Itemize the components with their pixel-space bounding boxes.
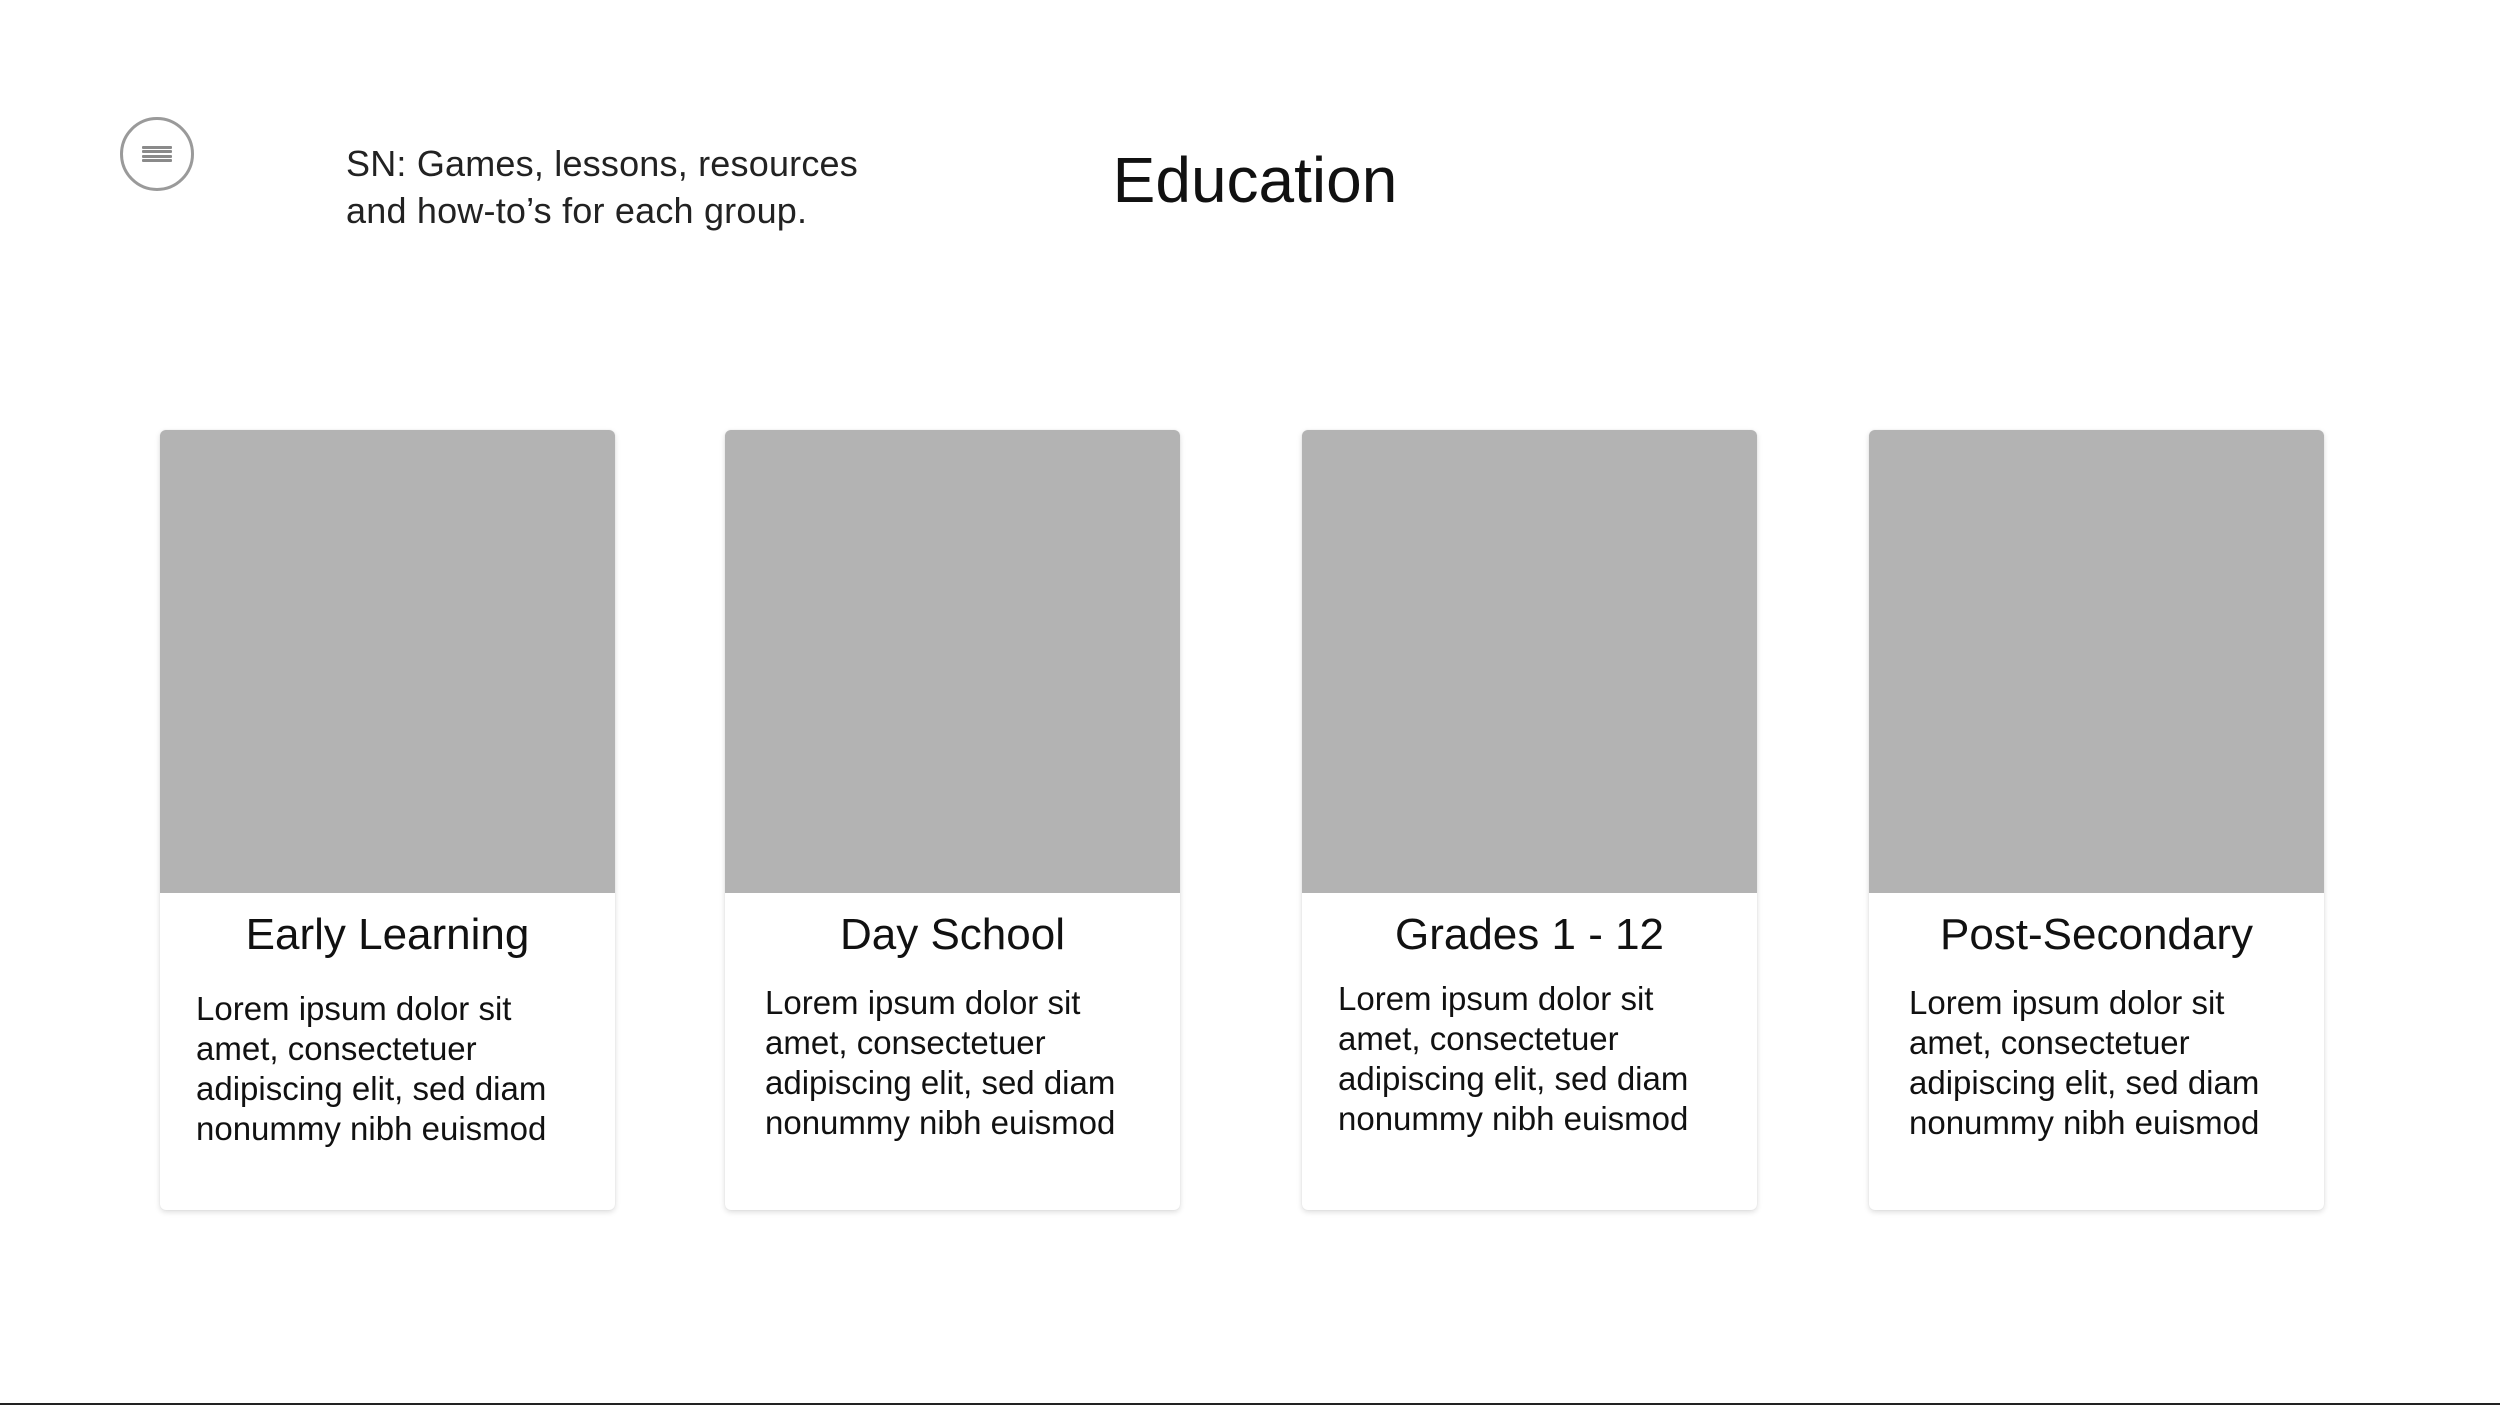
card-description-line: nonummy nibh euismod: [1338, 1100, 1689, 1137]
card-description-line: nonummy nibh euismod: [765, 1104, 1116, 1141]
card-title: Post-Secondary: [1939, 910, 2254, 959]
card-grid: [0, 430, 2500, 1210]
card-description: [1909, 983, 2309, 1143]
card-description: [196, 989, 596, 1149]
card-title: Grades 1 - 12: [1394, 910, 1665, 959]
card-image-placeholder: [725, 430, 1180, 893]
card-description-line: amet, consectetuer: [1909, 1024, 2190, 1061]
card-image-placeholder: [160, 430, 615, 893]
card-day-school[interactable]: [725, 430, 1180, 1210]
card-image-placeholder: [1869, 430, 2324, 893]
card-description-line: adipiscing elit, sed diam: [196, 1070, 547, 1107]
card-title: Early Learning: [245, 910, 530, 959]
side-note-line: and how-to’s for each group.: [346, 190, 808, 231]
card-description-line: nonummy nibh euismod: [196, 1110, 547, 1147]
card-description-line: Lorem ipsum dolor sit: [1909, 984, 2225, 1021]
hamburger-icon: [142, 146, 172, 162]
side-note-line: SN: Games, lessons, resources: [346, 143, 858, 184]
card-description-line: adipiscing elit, sed diam: [765, 1064, 1116, 1101]
card-early-learning[interactable]: [160, 430, 615, 1210]
card-description-line: adipiscing elit, sed diam: [1338, 1060, 1689, 1097]
card-image-placeholder: [1302, 430, 1757, 893]
page-title: Education: [1112, 144, 1398, 216]
card-description-line: amet, consectetuer: [196, 1030, 477, 1067]
card-description-line: Lorem ipsum dolor sit: [196, 990, 512, 1027]
card-post-secondary[interactable]: [1869, 430, 2324, 1210]
card-description: [765, 983, 1165, 1143]
card-description-line: amet, consectetuer: [1338, 1020, 1619, 1057]
card-description: [1338, 979, 1738, 1139]
side-note: [346, 140, 906, 234]
menu-button[interactable]: [120, 117, 194, 191]
card-title: Day School: [839, 910, 1065, 959]
card-description-line: adipiscing elit, sed diam: [1909, 1064, 2260, 1101]
card-description-line: nonummy nibh euismod: [1909, 1104, 2260, 1141]
card-grades-1-12[interactable]: [1302, 430, 1757, 1210]
card-description-line: Lorem ipsum dolor sit: [765, 984, 1081, 1021]
card-description-line: amet, consectetuer: [765, 1024, 1046, 1061]
card-description-line: Lorem ipsum dolor sit: [1338, 980, 1654, 1017]
